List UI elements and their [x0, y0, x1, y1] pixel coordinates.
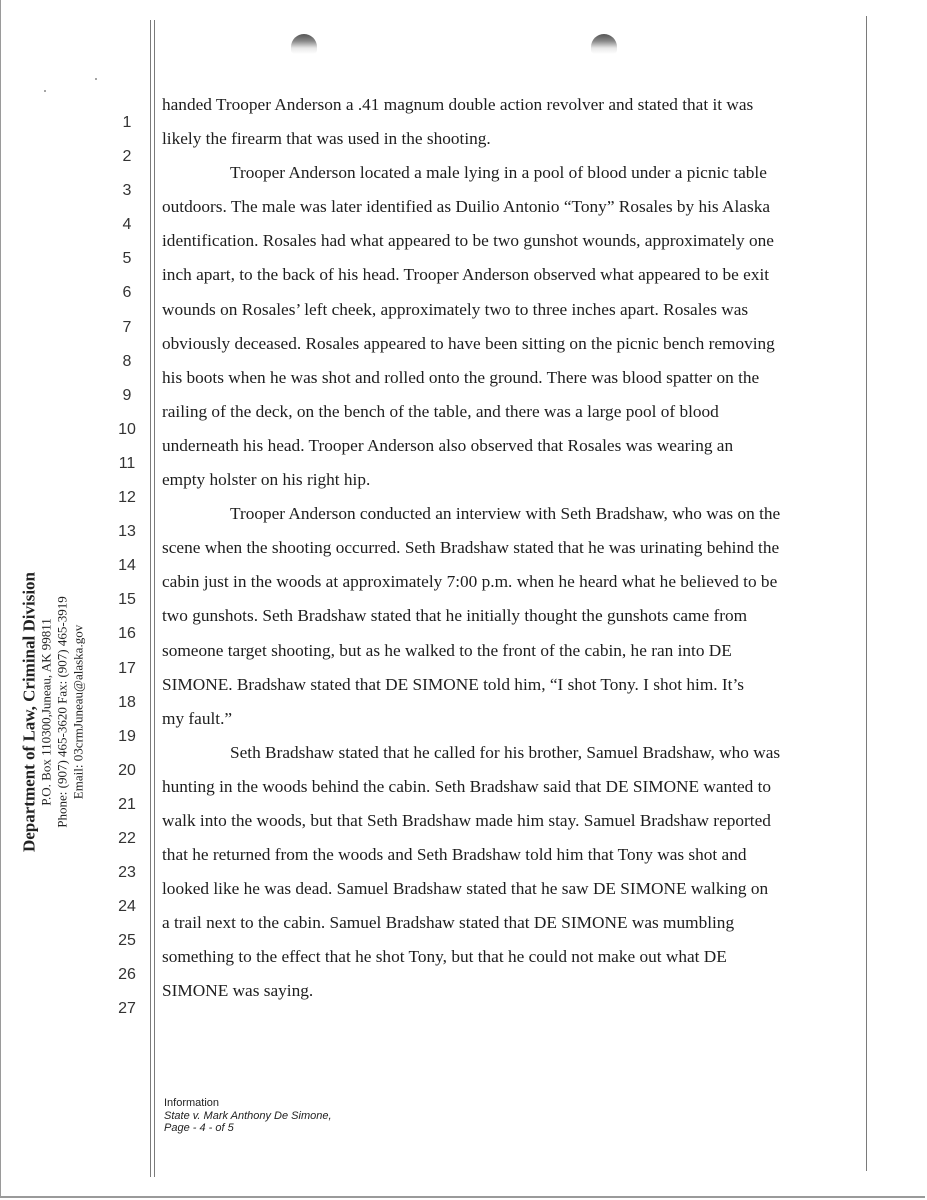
left-margin-double-rule	[150, 20, 155, 1177]
footer-doc-type: Information	[164, 1097, 220, 1109]
line-number: 18	[118, 693, 136, 711]
body-text-line: identification. Rosales had what appeared to be two gunshot wounds, approximately one	[162, 231, 774, 251]
line-number: 11	[118, 454, 136, 472]
agency-email: Email: 03crmJuneau@alaska.gov	[70, 624, 86, 800]
document-body	[162, 88, 862, 1009]
body-text-line: something to the effect that he shot Tony, but that he could not make out what DE	[162, 947, 727, 967]
line-number: 23	[118, 864, 136, 882]
line-number: 7	[122, 318, 132, 336]
line-number: 6	[122, 284, 132, 302]
body-text-line: obviously deceased. Rosales appeared to have been sitting on the picnic bench removing	[162, 333, 775, 353]
agency-name: Department of Law, Criminal Division	[19, 571, 39, 853]
body-text-line: underneath his head. Trooper Anderson also observed that Rosales was wearing an	[162, 435, 734, 455]
line-number: 25	[118, 932, 136, 950]
body-text-line: SIMONE. Bradshaw stated that DE SIMONE told him, “I shot Tony. I shot him. It’s	[162, 674, 744, 694]
body-text-line: that he returned from the woods and Seth Bradshaw told him that Tony was shot and	[162, 845, 747, 865]
body-text-line: scene when the shooting occurred. Seth Bradshaw stated that he was urinating behind the	[162, 538, 780, 558]
page-footer	[164, 1097, 332, 1135]
body-text-line: empty holster on his right hip.	[162, 470, 371, 490]
body-text-line: inch apart, to the back of his head. Trooper Anderson observed what appeared to be exit	[162, 265, 770, 285]
body-text-line: looked like he was dead. Samuel Bradshaw stated that he saw DE SIMONE walking on	[162, 879, 769, 899]
line-number: 3	[122, 182, 132, 200]
line-number: 27	[118, 1000, 136, 1018]
line-number: 24	[118, 898, 136, 916]
line-number: 17	[118, 659, 136, 677]
footer-page-number: Page - 4 - of 5	[164, 1122, 234, 1134]
body-text-line: my fault.”	[162, 708, 233, 728]
line-number: 15	[118, 591, 136, 609]
line-number: 12	[118, 489, 136, 507]
line-number: 21	[118, 795, 136, 813]
body-text-line: SIMONE was saying.	[162, 981, 314, 1001]
line-number: 19	[118, 727, 136, 745]
body-text-line: hunting in the woods behind the cabin. Seth Bradshaw said that DE SIMONE wanted to	[162, 776, 772, 796]
body-text-line: likely the firearm that was used in the shooting.	[162, 129, 491, 149]
agency-phone-fax: Phone: (907) 465-3620 Fax: (907) 465-3919	[54, 596, 70, 828]
line-number: 13	[118, 523, 136, 541]
line-number: 2	[122, 148, 132, 166]
body-text-line: outdoors. The male was later identified as Duilio Antonio “Tony” Rosales by his Alaska	[162, 197, 771, 217]
line-number: 22	[118, 829, 136, 847]
right-margin-rule	[866, 16, 867, 1171]
line-number: 8	[122, 352, 132, 370]
line-number: 20	[118, 761, 136, 779]
body-text-line: walk into the woods, but that Seth Bradshaw made him stay. Samuel Bradshaw reported	[162, 810, 771, 830]
punch-hole-left	[291, 34, 317, 54]
line-number: 5	[122, 250, 132, 268]
line-numbers	[112, 106, 142, 1027]
body-text-line: Trooper Anderson located a male lying in a pool of blood under a picnic table	[230, 163, 767, 183]
agency-address-block	[20, 572, 87, 852]
line-number: 26	[118, 966, 136, 984]
line-number: 9	[122, 386, 132, 404]
line-number: 1	[122, 114, 132, 131]
line-number: 10	[118, 420, 136, 438]
agency-address: P.O. Box 110300,Juneau, AK 99811	[38, 618, 54, 806]
body-text-line: Seth Bradshaw stated that he called for his brother, Samuel Bradshaw, who was	[230, 742, 781, 762]
body-text-line: his boots when he was shot and rolled onto the ground. There was blood spatter on the	[162, 367, 760, 387]
line-number: 16	[118, 625, 136, 643]
body-text-line: wounds on Rosales’ left cheek, approximately two to three inches apart. Rosales was	[162, 299, 749, 319]
body-text-line: Trooper Anderson conducted an interview with Seth Bradshaw, who was on the	[230, 504, 781, 524]
footer-case-caption: State v. Mark Anthony De Simone,	[164, 1109, 332, 1122]
body-text-line: someone target shooting, but as he walked to the front of the cabin, he ran into DE	[162, 640, 732, 660]
body-text-line: cabin just in the woods at approximately 7:00 p.m. when he heard what he believed to be	[162, 572, 778, 592]
body-text-line: handed Trooper Anderson a .41 magnum double action revolver and stated that it was	[162, 95, 754, 114]
punch-hole-right	[591, 34, 617, 54]
line-number: 14	[118, 557, 136, 575]
body-text-line: a trail next to the cabin. Samuel Bradshaw stated that DE SIMONE was mumbling	[162, 913, 735, 933]
body-text-line: two gunshots. Seth Bradshaw stated that he initially thought the gunshots came from	[162, 606, 748, 626]
line-number: 4	[122, 216, 132, 234]
body-text-line: railing of the deck, on the bench of the table, and there was a large pool of blood	[162, 401, 719, 421]
